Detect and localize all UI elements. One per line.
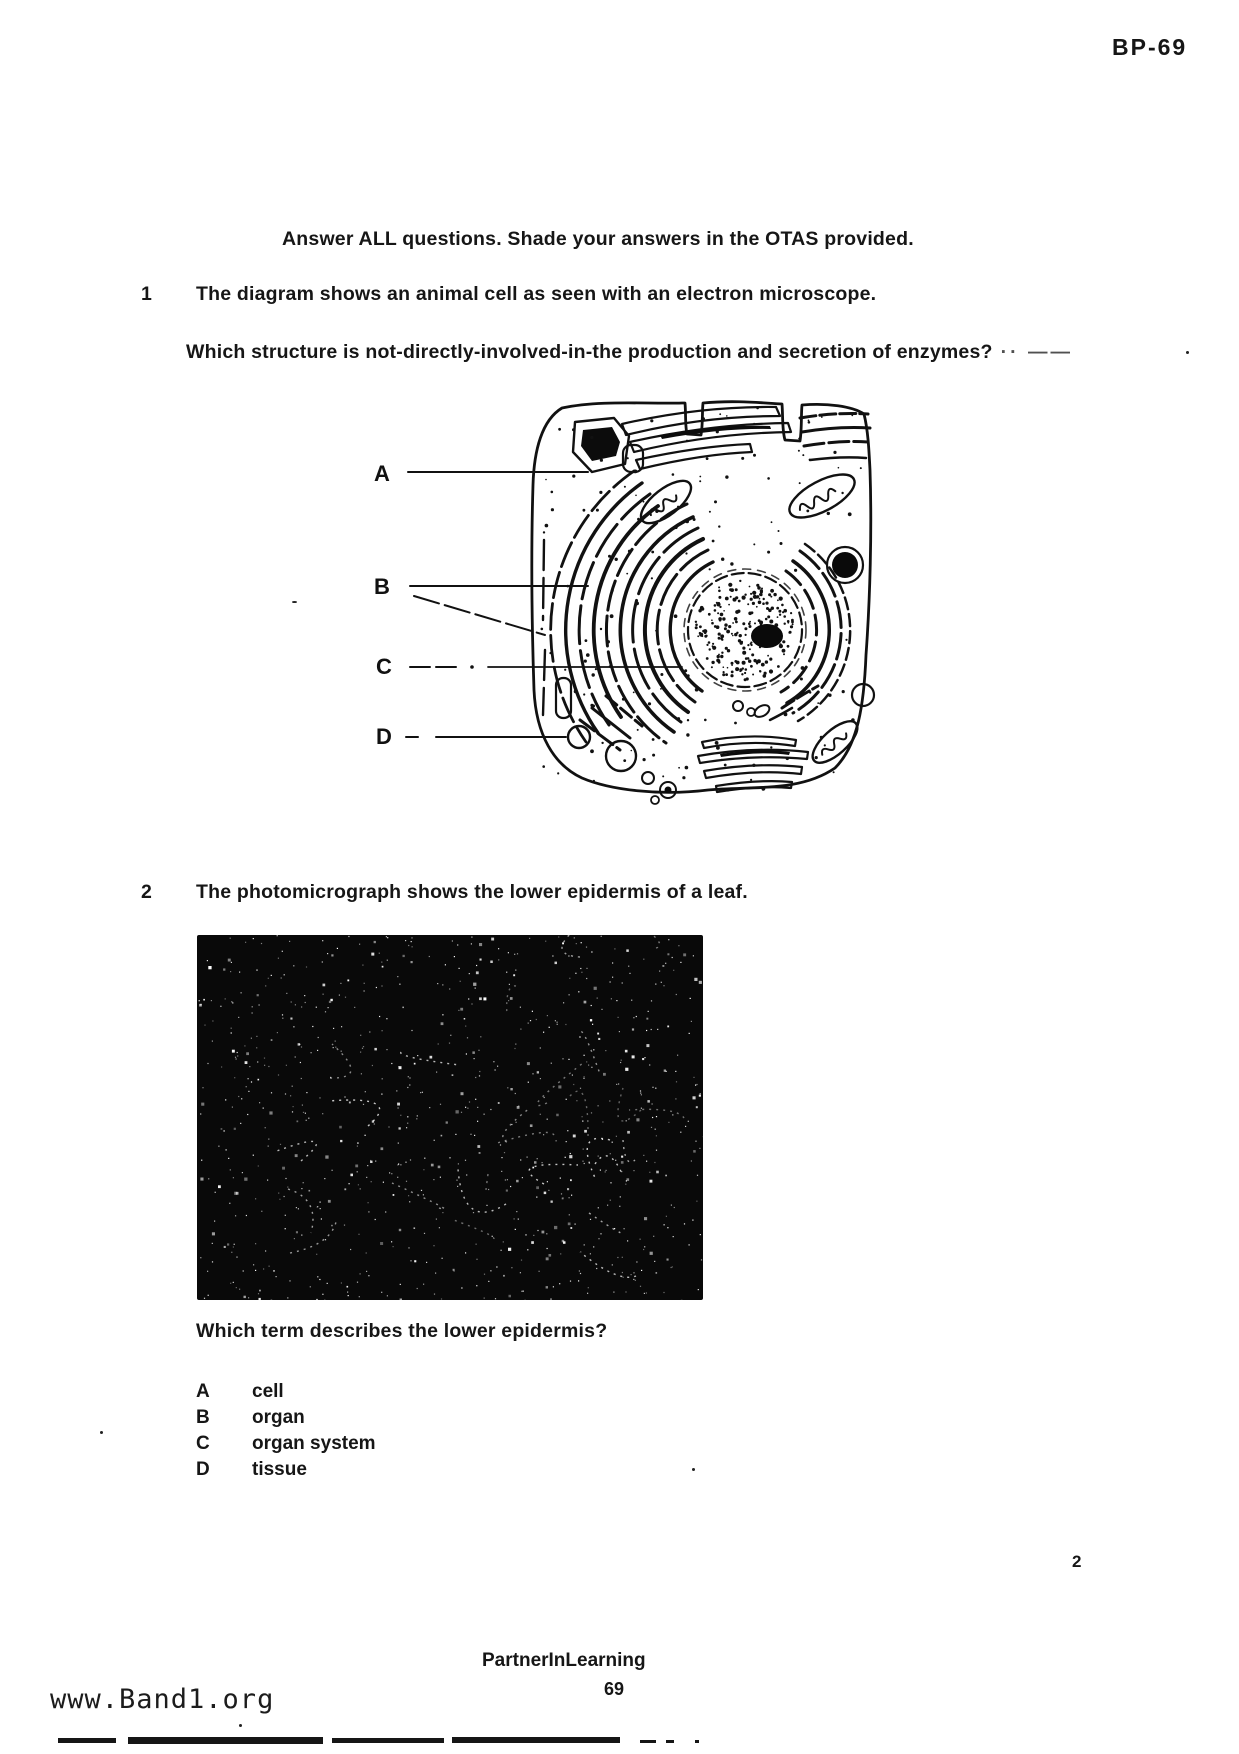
option-c-letter: C xyxy=(196,1433,210,1454)
er-strand xyxy=(804,442,868,447)
instruction-line: Answer ALL questions. Shade your answers in the OTAS provided. xyxy=(282,228,914,250)
option-d-letter: D xyxy=(196,1459,210,1480)
option-d-text: tissue xyxy=(252,1459,307,1480)
dark-vesicle xyxy=(832,552,858,578)
er-strand xyxy=(802,428,870,433)
vesicle xyxy=(651,796,659,804)
scan-bar-segment xyxy=(695,1740,699,1743)
q1-stem: The diagram shows an animal cell as seen with an electron microscope. xyxy=(196,283,877,305)
scan-dot xyxy=(100,1431,103,1434)
option-a-letter: A xyxy=(196,1381,210,1402)
q1-question xyxy=(186,341,1073,364)
scan-bar-segment xyxy=(452,1737,620,1743)
scan-dot xyxy=(1186,351,1189,354)
er-strand xyxy=(800,414,868,419)
scan-bar-segment xyxy=(128,1737,323,1744)
option-b-text: organ xyxy=(252,1407,305,1428)
q1-number: 1 xyxy=(141,283,153,305)
cell-label-c: C xyxy=(376,654,392,679)
nucleolus xyxy=(751,624,783,648)
cell-label-d: D xyxy=(376,724,392,749)
cell-label-b: B xyxy=(374,574,390,599)
scan-dot xyxy=(239,1724,242,1727)
scan-bar-segment xyxy=(666,1740,674,1743)
header-paper-code: BP-69 xyxy=(1112,34,1188,60)
golgi-apparatus xyxy=(698,686,818,792)
scan-dot xyxy=(292,601,297,603)
q2-question: Which term describes the lower epidermis? xyxy=(196,1320,608,1342)
mitochondrion xyxy=(806,714,864,769)
er-strand xyxy=(810,457,866,460)
animal-cell-diagram xyxy=(330,390,890,810)
footer-brand: PartnerInLearning xyxy=(482,1650,646,1671)
option-c-text: organ system xyxy=(252,1433,376,1454)
cell-label-a: A xyxy=(374,461,390,486)
nucleus xyxy=(684,569,806,691)
photomicrograph-speckles xyxy=(197,935,703,1300)
vesicle xyxy=(642,772,654,784)
mitochondrion xyxy=(783,466,861,526)
leaf-epidermis-photomicrograph xyxy=(197,935,703,1300)
q2-number: 2 xyxy=(141,881,153,903)
scan-bar-segment xyxy=(58,1738,116,1743)
leader-line-b2 xyxy=(414,596,545,635)
scan-artifact-dashes: ·· —— xyxy=(1000,341,1074,363)
option-a-text: cell xyxy=(252,1381,284,1402)
option-b-letter: B xyxy=(196,1407,210,1428)
scan-bar-segment xyxy=(640,1740,656,1743)
q1-question-text: Which structure is not-directly-involved-in-the production and secretion of enzymes? xyxy=(186,341,993,363)
watermark-url: www.Band1.org xyxy=(50,1684,275,1715)
scan-dot xyxy=(692,1468,695,1471)
footer-page-code: 69 xyxy=(604,1679,625,1699)
vesicle-dark-body xyxy=(581,427,620,461)
leader-dot-c xyxy=(470,665,474,669)
scan-bar-segment xyxy=(332,1738,444,1743)
vesicle xyxy=(606,741,636,771)
page-number: 2 xyxy=(1072,1552,1082,1571)
vesicle-core xyxy=(665,787,672,794)
q2-stem: The photomicrograph shows the lower epidermis of a leaf. xyxy=(196,881,748,903)
